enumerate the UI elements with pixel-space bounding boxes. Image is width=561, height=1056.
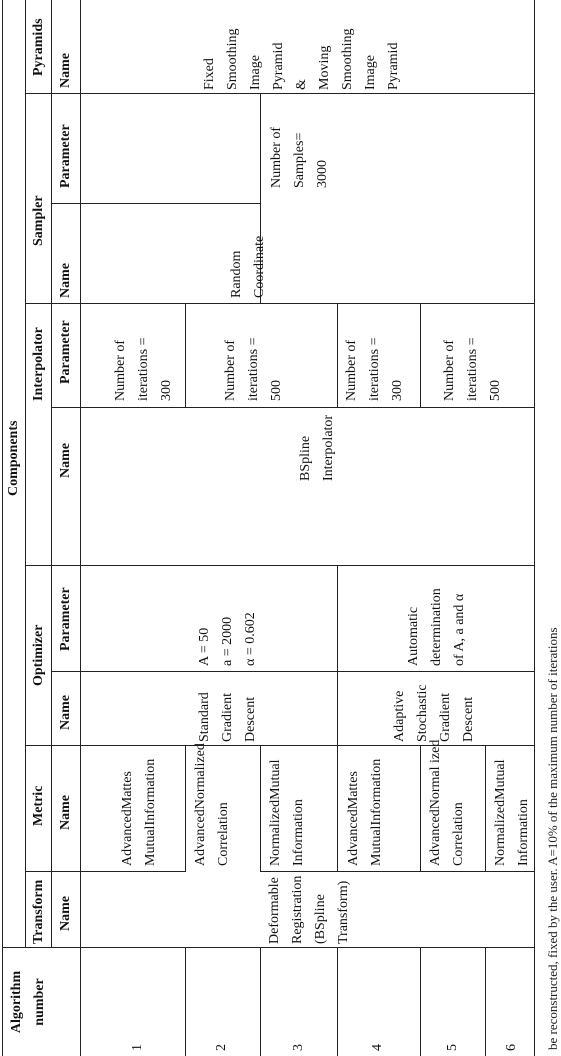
interpolator-name-cell: BSpline Interpolator — [298, 414, 336, 481]
metric-name-subheader: Name — [58, 795, 73, 830]
rule-row-1-2-num — [185, 948, 186, 1056]
optimizer-2-parameter: Automatic determination of A, a and α — [406, 588, 467, 666]
metric-row-4: AdvancedMattes MutualInformation — [346, 758, 384, 866]
rule-row-2-3-num — [260, 948, 261, 1056]
optimizer-2-name: Adaptive Stochastic Gradient Descent — [392, 684, 476, 742]
rule-row-5-6-num — [485, 948, 486, 1056]
table-border-top — [2, 0, 3, 1056]
rule-interp-1-2 — [185, 304, 186, 408]
sampler-name-subheader: Name — [58, 263, 73, 298]
algorithm-number-1: 1 — [130, 1044, 145, 1051]
rule-row-4-5-metric — [420, 746, 421, 872]
algorithm-number-header: Algorithm number — [9, 970, 47, 1034]
col-rule-sampler-name — [51, 203, 260, 204]
col-rule-interpolator-name — [51, 407, 534, 408]
rule-below-component-headers — [51, 0, 52, 948]
interpolator-param-3: Number of iterations = 300 — [344, 337, 405, 401]
rule-row-1-2-metric — [185, 746, 186, 872]
rule-row-3-4-metric-optimizer — [337, 566, 338, 872]
sampler-parameter-cell: Number of Samples= 3000 — [269, 126, 330, 188]
col-rule-algorithm — [2, 947, 534, 948]
components-header: Components — [6, 420, 21, 496]
col-rule-interpolator — [25, 303, 534, 304]
algorithm-number-2: 2 — [214, 1044, 229, 1051]
interpolator-param-2: Number of iterations = 500 — [223, 337, 284, 401]
sampler-name-cell: Random Coordinate — [229, 235, 267, 298]
transform-name-subheader: Name — [58, 896, 73, 931]
interpolator-header: Interpolator — [31, 327, 46, 401]
metric-row-3: NormalizedMutual Information — [268, 759, 306, 866]
rule-row-4-5-num — [420, 948, 421, 1056]
col-rule-transform-a — [25, 871, 185, 872]
rule-below-components — [25, 0, 26, 948]
transform-header: Transform — [31, 879, 46, 944]
optimizer-1-name: Standard Gradient Descent — [197, 692, 258, 742]
interpolator-param-4: Number of iterations = 500 — [442, 337, 503, 401]
rule-below-subheaders — [80, 0, 81, 1056]
transform-name-cell: Deformable Registration (BSpline Transform) — [267, 875, 351, 944]
pyramids-name-cell: Fixed Smoothing Image Pyramid & Moving Smoothing Image Pyramid — [202, 28, 401, 90]
metric-row-5: AdvancedNormal ized Correlation — [428, 739, 466, 866]
col-rule-optimizer-name — [51, 671, 534, 672]
algorithm-number-5: 5 — [445, 1044, 460, 1051]
algorithm-number-4: 4 — [370, 1044, 385, 1051]
sampler-header: Sampler — [31, 195, 46, 246]
optimizer-parameter-subheader: Parameter — [58, 587, 73, 651]
metric-row-2: AdvancedNormalized Correlation — [193, 743, 231, 866]
rule-row-3-4-num — [337, 948, 338, 1056]
pyramids-name-subheader: Name — [58, 53, 73, 88]
col-rule-transform-b — [260, 871, 534, 872]
optimizer-1-parameter: A = 50 a = 2000 α = 0.602 — [197, 612, 258, 666]
algorithm-number-3: 3 — [291, 1044, 306, 1051]
table-border-bottom — [534, 0, 535, 1056]
rule-interp-2-3 — [337, 304, 338, 408]
optimizer-header: Optimizer — [31, 624, 46, 686]
rule-interp-3-4 — [420, 304, 421, 408]
metric-row-6: NormalizedMutual Information — [493, 759, 531, 866]
rule-row-2-3-metric — [260, 746, 261, 872]
pyramids-header: Pyramids — [31, 18, 46, 76]
optimizer-name-subheader: Name — [58, 695, 73, 730]
interpolator-param-1: Number of iterations = 300 — [113, 337, 174, 401]
table-caption: be reconstructed, fixed by the user. A=10% of the maximum number of iterations — [545, 627, 560, 1050]
metric-header: Metric — [31, 785, 46, 826]
col-rule-sampler — [25, 93, 534, 94]
sampler-parameter-subheader: Parameter — [58, 124, 73, 188]
rule-row-5-6-metric — [485, 746, 486, 872]
col-rule-optimizer — [25, 565, 534, 566]
interpolator-name-subheader: Name — [58, 443, 73, 478]
interpolator-parameter-subheader: Parameter — [58, 320, 73, 384]
metric-row-1: AdvancedMattes MutualInformation — [120, 758, 158, 866]
algorithm-number-6: 6 — [504, 1044, 519, 1051]
